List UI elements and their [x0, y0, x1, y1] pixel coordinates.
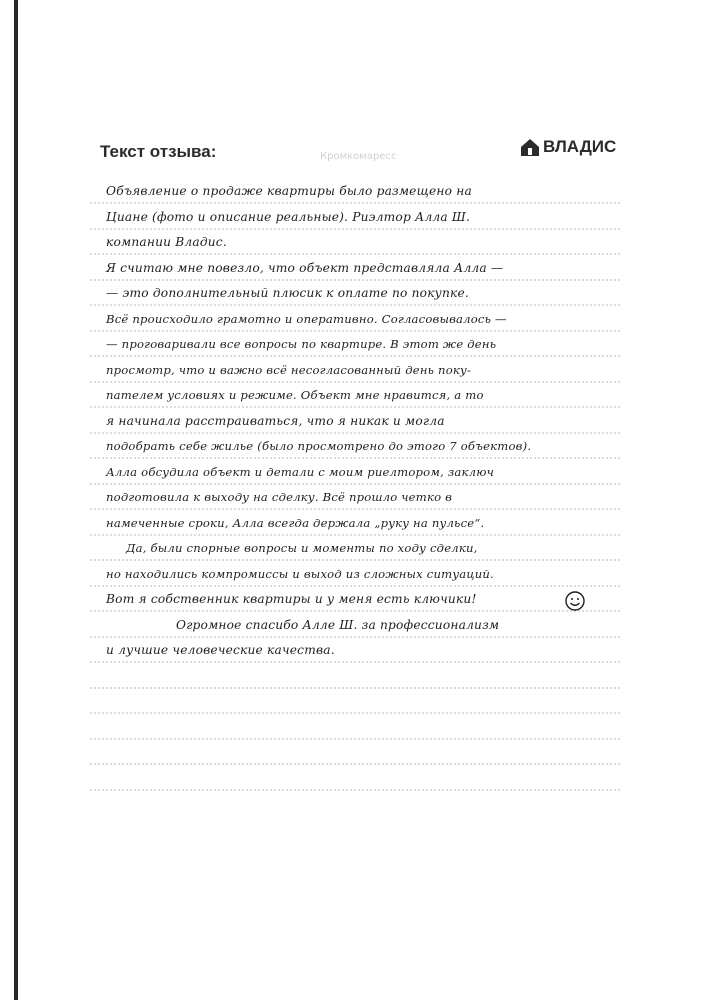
handwritten-line: компании Владис. — [106, 235, 227, 249]
handwritten-line: подготовила к выходу на сделку. Всё прошло четко в — [106, 490, 453, 504]
smiley-icon — [564, 590, 586, 612]
handwritten-line: — проговаривали все вопросы по квартире. В этот же день — [106, 337, 497, 351]
handwritten-line: Объявление о продаже квартиры было размещено на — [106, 184, 472, 198]
handwritten-line: Огромное спасибо Алле Ш. за профессионализм — [176, 618, 500, 632]
handwritten-line: Всё происходило грамотно и оперативно. Согласовывалось — — [106, 312, 507, 326]
logo-text: ВЛАДИС — [543, 137, 617, 156]
handwritten-line: я начинала расстраиваться, что я никак и могла — [106, 414, 445, 428]
handwritten-line: — это дополнительный плюсик к оплате по покупке. — [106, 286, 469, 300]
handwritten-line: пателем условиях и режиме. Объект мне нравится, а то — [106, 388, 484, 402]
handwritten-line: Да, были спорные вопросы и моменты по ходу сделки, — [126, 541, 478, 555]
handwritten-line: и лучшие человеческие качества. — [106, 643, 335, 657]
handwritten-line: подобрать себе жилье (было просмотрено до этого 7 объектов). — [106, 439, 532, 453]
handwritten-line: просмотр, что и важно всё несогласованный день поку- — [106, 363, 472, 377]
handwritten-line: намеченные сроки, Алла всегда держала „руку на пульсе“. — [106, 516, 485, 530]
faint-bleed-text: Кромкомаресс — [320, 151, 397, 162]
page-title: Текст отзыва: — [100, 142, 217, 161]
handwritten-line: но находились компромиссы и выход из сложных ситуаций. — [106, 567, 494, 581]
handwritten-line: Вот я собственник квартиры и у меня есть ключики! — [106, 592, 477, 606]
handwritten-line: Алла обсудила объект и детали с моим риелтором, заключ — [106, 465, 495, 479]
handwritten-line: Я считаю мне повезло, что объект представляла Алла — — [106, 261, 504, 275]
handwritten-line: Циане (фото и описание реальные). Риэлтор Алла Ш. — [106, 210, 471, 224]
